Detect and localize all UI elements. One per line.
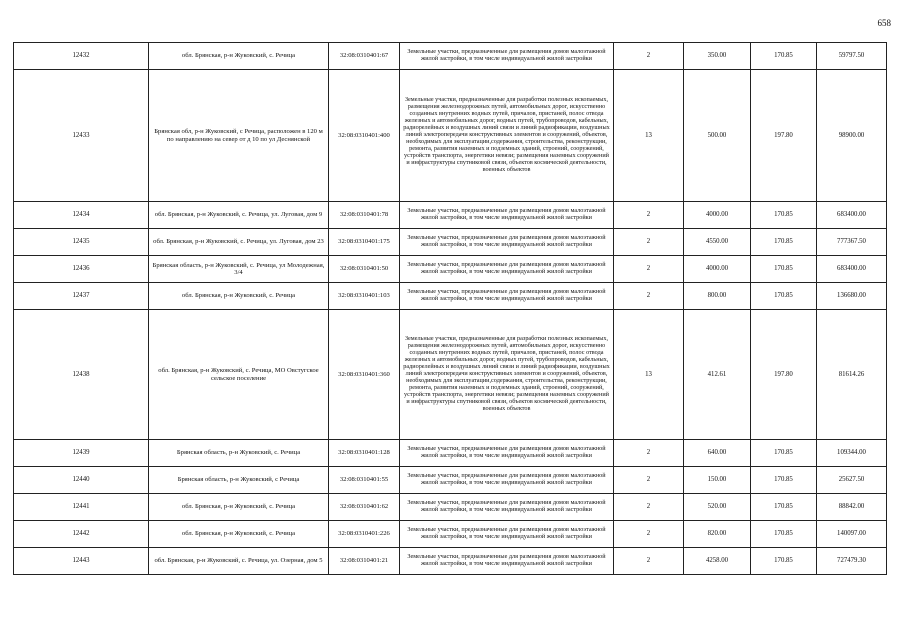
specific-value-cell: 170.85	[751, 229, 817, 256]
table-row	[14, 202, 887, 229]
use-group-cell: 2	[614, 494, 684, 521]
area-cell: 500.00	[684, 70, 751, 202]
cadastral-number-cell: 32:08:0310401:67	[329, 43, 400, 70]
address-cell: Брянская обл, р-н Жуковский, с Речица, расположен в 120 м по направлению на север от д 10 по ул Деснянской	[149, 70, 329, 202]
address-cell: Брянская область, р-н Жуковский, с. Речица	[149, 440, 329, 467]
area-cell: 4000.00	[684, 202, 751, 229]
use-group-cell: 2	[614, 521, 684, 548]
area-cell: 412.61	[684, 310, 751, 440]
table-row	[14, 440, 887, 467]
cadastral-value-cell: 109344.00	[817, 440, 887, 467]
area-cell: 520.00	[684, 494, 751, 521]
use-group-cell: 13	[614, 70, 684, 202]
specific-value-cell: 170.85	[751, 494, 817, 521]
cadastral-number-cell: 32:08:0310401:50	[329, 256, 400, 283]
area-cell: 820.00	[684, 521, 751, 548]
address-cell: Брянская область, р-н Жуковский, с Речица	[149, 467, 329, 494]
land-use-purpose-cell: Земельные участки, предназначенные для размещения домов малоэтажной жилой застройки, в том числе индивидуальной жилой застройки	[400, 494, 614, 521]
land-use-purpose-cell: Земельные участки, предназначенные для размещения домов малоэтажной жилой застройки, в том числе индивидуальной жилой застройки	[400, 256, 614, 283]
cadastral-number-cell: 32:08:0310401:21	[329, 548, 400, 575]
use-group-cell: 2	[614, 202, 684, 229]
area-cell: 150.00	[684, 467, 751, 494]
use-group-cell: 2	[614, 283, 684, 310]
row-id-cell: 12438	[14, 310, 149, 440]
cadastral-value-cell: 777367.50	[817, 229, 887, 256]
land-use-purpose-cell: Земельные участки, предназначенные для размещения домов малоэтажной жилой застройки, в том числе индивидуальной жилой застройки	[400, 467, 614, 494]
cadastral-number-cell: 32:08:0310401:175	[329, 229, 400, 256]
specific-value-cell: 170.85	[751, 467, 817, 494]
table-row	[14, 256, 887, 283]
specific-value-cell: 170.85	[751, 202, 817, 229]
table-row	[14, 70, 887, 202]
specific-value-cell: 170.85	[751, 548, 817, 575]
address-cell: обл. Брянская, р-н Жуковский, с. Речица, ул. Озерная, дом 5	[149, 548, 329, 575]
row-id-cell: 12443	[14, 548, 149, 575]
use-group-cell: 2	[614, 440, 684, 467]
table-row	[14, 229, 887, 256]
land-use-purpose-cell: Земельные участки, предназначенные для размещения домов малоэтажной жилой застройки, в том числе индивидуальной жилой застройки	[400, 229, 614, 256]
address-cell: обл. Брянская, р-н Жуковский, с. Речица	[149, 494, 329, 521]
specific-value-cell: 170.85	[751, 256, 817, 283]
land-use-purpose-cell: Земельные участки, предназначенные для разработки полезных ископаемых, размещения железнодорожных путей, автомобильных дорог, искусственно созданных внутренних водных путей, причалов, пристаней, полос отвода железных и автомобильных дорог, водных путей, трубопроводов, кабельных, радиорелейных и воздушных линий связи и линий радиофикации, воздушных линий электропередачи конструктивных элементов и сооружений, объектов, необходимых для эксплуатации,содержания, строительства, реконструкции, ремонта, развития наземных и подземных зданий, строений, сооружений, устройств транспорта, энергетики невязи; размещения наземных сооружений и инфраструктуры спутниковой связи, объектов космической деятельности, военных объектов	[400, 310, 614, 440]
land-use-purpose-cell: Земельные участки, предназначенные для размещения домов малоэтажной жилой застройки, в том числе индивидуальной жилой застройки	[400, 43, 614, 70]
specific-value-cell: 197.80	[751, 70, 817, 202]
cadastral-value-cell: 88842.00	[817, 494, 887, 521]
cadastral-number-cell: 32:08:0310401:78	[329, 202, 400, 229]
address-cell: Брянская область, р-н Жуковский, с. Речица, ул Молодежная, 3/4	[149, 256, 329, 283]
use-group-cell: 2	[614, 467, 684, 494]
address-cell: обл. Брянская, р-н Жуковский, с. Речица	[149, 43, 329, 70]
address-cell: обл. Брянская, р-н Жуковский, с. Речица, ул. Луговая, дом 23	[149, 229, 329, 256]
cadastral-value-cell: 727479.30	[817, 548, 887, 575]
cadastral-number-cell: 32:08:0310401:400	[329, 70, 400, 202]
address-cell: обл. Брянская, р-н Жуковский, с. Речица, ул. Луговая, дом 9	[149, 202, 329, 229]
table-row	[14, 467, 887, 494]
specific-value-cell: 170.85	[751, 440, 817, 467]
cadastral-value-cell: 683400.00	[817, 202, 887, 229]
address-cell: обл. Брянская, р-н Жуковский, с. Речица	[149, 521, 329, 548]
row-id-cell: 12433	[14, 70, 149, 202]
use-group-cell: 2	[614, 229, 684, 256]
row-id-cell: 12441	[14, 494, 149, 521]
row-id-cell: 12432	[14, 43, 149, 70]
land-registry-table	[13, 42, 887, 575]
table-row	[14, 43, 887, 70]
use-group-cell: 2	[614, 43, 684, 70]
row-id-cell: 12435	[14, 229, 149, 256]
specific-value-cell: 197.80	[751, 310, 817, 440]
use-group-cell: 13	[614, 310, 684, 440]
cadastral-number-cell: 32:08:0310401:103	[329, 283, 400, 310]
row-id-cell: 12437	[14, 283, 149, 310]
area-cell: 4258.00	[684, 548, 751, 575]
cadastral-value-cell: 683400.00	[817, 256, 887, 283]
land-use-purpose-cell: Земельные участки, предназначенные для разработки полезных ископаемых, размещения железнодорожных путей, автомобильных дорог, искусственно созданных внутренних водных путей, причалов, пристаней, полос отвода железных и автомобильных дорог, водных путей, трубопроводов, кабельных, радиорелейных и воздушных линий связи и линий радиофикации, воздушных линий электропередачи конструктивных элементов и сооружений, объектов, необходимых для эксплуатации,содержания, строительства, реконструкции, ремонта, развития наземных и подземных зданий, строений, сооружений, устройств транспорта, энергетики невязи; размещения наземных сооружений и инфраструктуры спутниковой связи, объектов космической деятельности, военных объектов	[400, 70, 614, 202]
area-cell: 640.00	[684, 440, 751, 467]
address-cell: обл. Брянская, р-н Жуковский, с. Речица	[149, 283, 329, 310]
cadastral-value-cell: 98900.00	[817, 70, 887, 202]
cadastral-number-cell: 32:08:0310401:128	[329, 440, 400, 467]
address-cell: обл. Брянская, р-н Жуковский, с. Речица, МО Овстугское сельское поселение	[149, 310, 329, 440]
table-row	[14, 548, 887, 575]
use-group-cell: 2	[614, 256, 684, 283]
row-id-cell: 12440	[14, 467, 149, 494]
use-group-cell: 2	[614, 548, 684, 575]
table-row	[14, 283, 887, 310]
cadastral-value-cell: 25627.50	[817, 467, 887, 494]
cadastral-number-cell: 32:08:0310401:360	[329, 310, 400, 440]
table-row	[14, 521, 887, 548]
land-use-purpose-cell: Земельные участки, предназначенные для размещения домов малоэтажной жилой застройки, в том числе индивидуальной жилой застройки	[400, 521, 614, 548]
cadastral-value-cell: 59797.50	[817, 43, 887, 70]
area-cell: 800.00	[684, 283, 751, 310]
land-use-purpose-cell: Земельные участки, предназначенные для размещения домов малоэтажной жилой застройки, в том числе индивидуальной жилой застройки	[400, 202, 614, 229]
cadastral-number-cell: 32:08:0310401:62	[329, 494, 400, 521]
table-body	[14, 43, 887, 575]
specific-value-cell: 170.85	[751, 521, 817, 548]
table-row	[14, 310, 887, 440]
area-cell: 350.00	[684, 43, 751, 70]
row-id-cell: 12436	[14, 256, 149, 283]
cadastral-value-cell: 81614.26	[817, 310, 887, 440]
area-cell: 4550.00	[684, 229, 751, 256]
cadastral-number-cell: 32:08:0310401:55	[329, 467, 400, 494]
table-row	[14, 494, 887, 521]
specific-value-cell: 170.85	[751, 43, 817, 70]
cadastral-number-cell: 32:08:0310401:226	[329, 521, 400, 548]
land-use-purpose-cell: Земельные участки, предназначенные для размещения домов малоэтажной жилой застройки, в том числе индивидуальной жилой застройки	[400, 283, 614, 310]
specific-value-cell: 170.85	[751, 283, 817, 310]
cadastral-value-cell: 140097.00	[817, 521, 887, 548]
land-use-purpose-cell: Земельные участки, предназначенные для размещения домов малоэтажной жилой застройки, в том числе индивидуальной жилой застройки	[400, 440, 614, 467]
land-use-purpose-cell: Земельные участки, предназначенные для размещения домов малоэтажной жилой застройки, в том числе индивидуальной жилой застройки	[400, 548, 614, 575]
row-id-cell: 12434	[14, 202, 149, 229]
page-number: 658	[877, 18, 891, 28]
cadastral-value-cell: 136680.00	[817, 283, 887, 310]
row-id-cell: 12442	[14, 521, 149, 548]
area-cell: 4000.00	[684, 256, 751, 283]
row-id-cell: 12439	[14, 440, 149, 467]
